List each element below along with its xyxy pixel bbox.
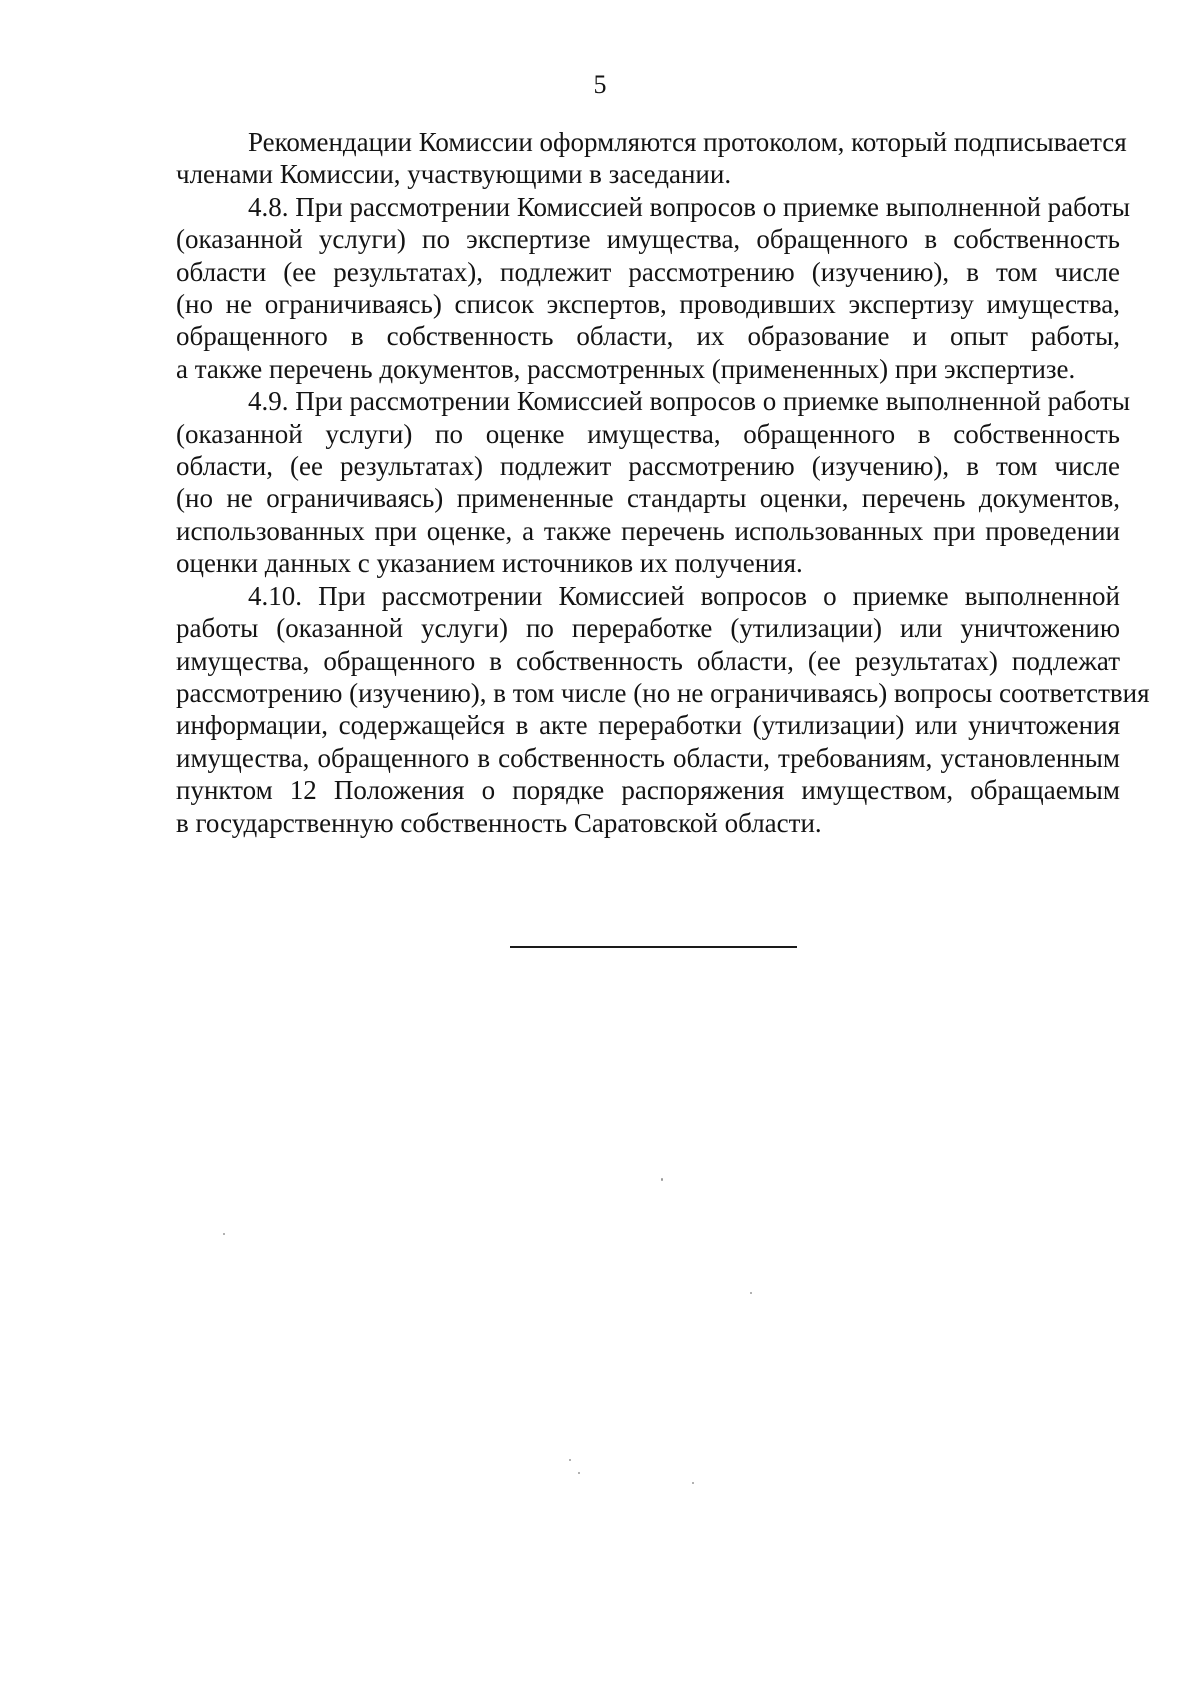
closing-divider-line [510, 946, 797, 948]
scan-speck [750, 1292, 752, 1294]
paragraph-intro [176, 126, 1127, 191]
text-line: а также перечень документов, рассмотренных (примененных) при экспертизе. [176, 353, 1076, 384]
text-line: имущества, обращенного в собственность области, (ее результатах) подлежат [176, 645, 1120, 676]
text-line: членами Комиссии, участвующими в заседании. [176, 159, 732, 190]
scan-speck [661, 1178, 663, 1181]
page-number: 5 [593, 70, 607, 99]
text-line: использованных при оценке, а также перечень использованных при проведении [176, 515, 1120, 546]
text-line: работы (оказанной услуги) по переработке (утилизации) или уничтожению [176, 613, 1120, 644]
document-body [176, 126, 1150, 839]
scan-speck [569, 1459, 571, 1461]
scan-speck [578, 1472, 580, 1474]
paragraph-clause-4-8 [176, 191, 1130, 385]
text-line: рассмотрению (изучению), в том числе (но не ограничиваясь) вопросы соответствия [176, 677, 1150, 708]
text-line: (но не ограничиваясь) примененные стандарты оценки, перечень документов, [176, 483, 1120, 514]
scan-speck [692, 1482, 694, 1484]
text-line: имущества, обращенного в собственность области, требованиям, установленным [176, 742, 1120, 773]
text-line: 4.10. При рассмотрении Комиссией вопросов о приемке выполненной [248, 580, 1120, 611]
text-line: пунктом 12 Положения о порядке распоряжения имуществом, обращаемым [176, 775, 1120, 806]
text-line: области, (ее результатах) подлежит рассмотрению (изучению), в том числе [176, 451, 1120, 482]
paragraph-clause-4-10 [176, 580, 1150, 839]
text-line: области (ее результатах), подлежит рассмотрению (изучению), в том числе [176, 256, 1120, 287]
text-line: в государственную собственность Саратовской области. [176, 807, 822, 838]
text-line: (но не ограничиваясь) список экспертов, проводивших экспертизу имущества, [176, 289, 1120, 320]
text-line: информации, содержащейся в акте переработки (утилизации) или уничтожения [176, 710, 1120, 741]
text-line: (оказанной услуги) по экспертизе имущества, обращенного в собственность [176, 224, 1120, 255]
scan-speck [223, 1233, 225, 1235]
text-line: оценки данных с указанием источников их получения. [176, 548, 803, 579]
text-line: (оказанной услуги) по оценке имущества, обращенного в собственность [176, 418, 1120, 449]
paragraph-clause-4-9 [176, 385, 1130, 579]
text-line: 4.9. При рассмотрении Комиссией вопросов о приемке выполненной работы [248, 386, 1130, 417]
text-line: обращенного в собственность области, их образование и опыт работы, [176, 321, 1120, 352]
text-line: 4.8. При рассмотрении Комиссией вопросов о приемке выполненной работы [248, 191, 1130, 222]
text-line: Рекомендации Комиссии оформляются протоколом, который подписывается [248, 127, 1127, 157]
